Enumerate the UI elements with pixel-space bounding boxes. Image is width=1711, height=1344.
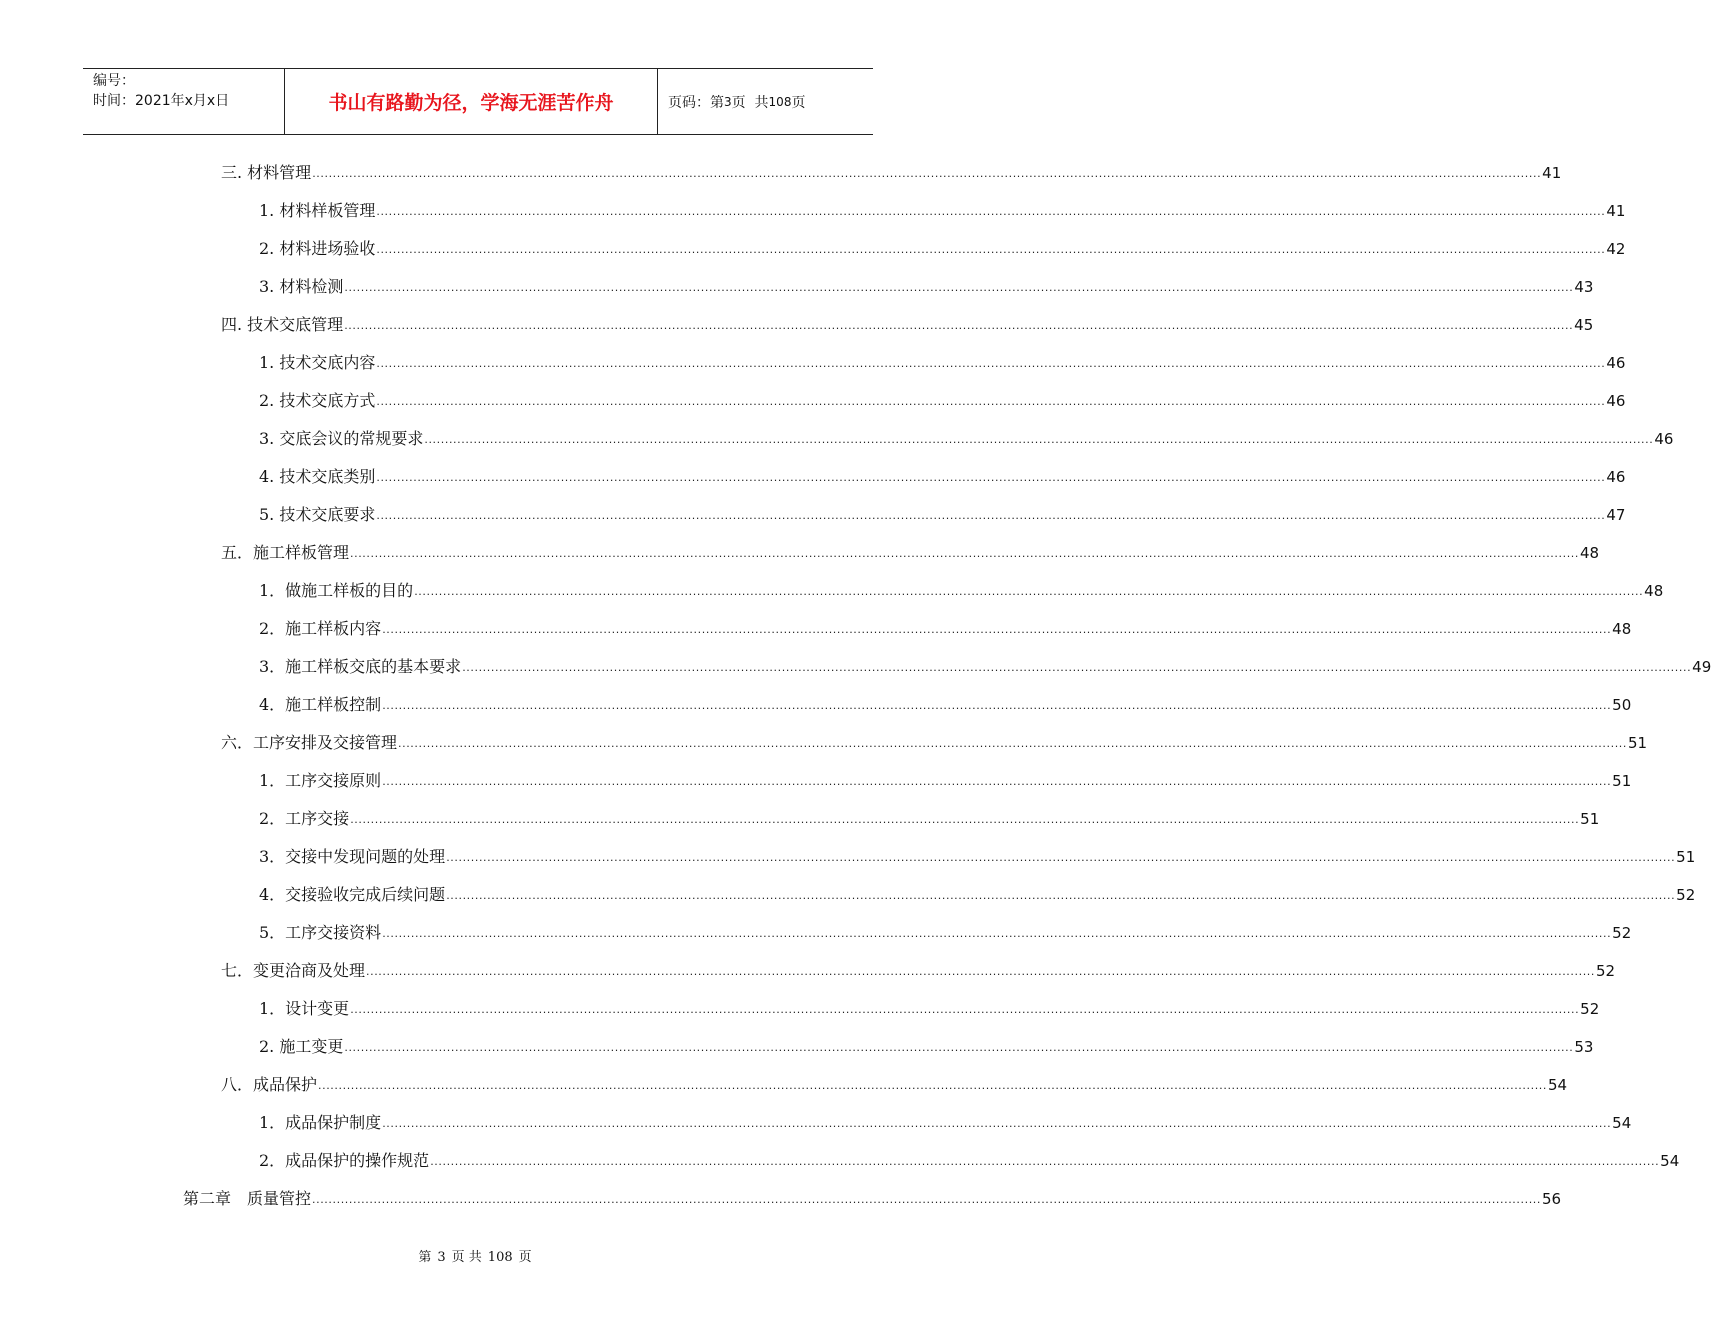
toc-dot-leader: ............................................................................................................................................................................................................................................................................................................ [446, 889, 1676, 902]
toc-dot-leader: ............................................................................................................................................................................................................................................................................................................ [382, 927, 1612, 940]
toc-entry-title: 2．施工样板内容 [259, 619, 382, 638]
footer-total: 108 [487, 1250, 513, 1265]
toc-entry-title: 4. 技术交底类别 [259, 467, 376, 486]
toc-entry-page: 52 [1612, 924, 1632, 942]
toc-entry[interactable] [259, 1150, 1680, 1172]
toc-entry-page: 48 [1580, 544, 1600, 562]
toc-entry-title: 3. 交底会议的常规要求 [259, 429, 424, 448]
toc-dot-leader: ............................................................................................................................................................................................................................................................................................................ [424, 433, 1654, 446]
toc-dot-leader: ............................................................................................................................................................................................................................................................................................................ [382, 623, 1612, 636]
toc-entry-page: 51 [1612, 772, 1632, 790]
toc-entry[interactable] [259, 694, 1632, 716]
toc-entry-page: 53 [1574, 1038, 1594, 1056]
footer-current: 3 [437, 1250, 446, 1265]
toc-entry-page: 48 [1612, 620, 1632, 638]
page-prefix: 页码：第 [668, 94, 724, 111]
toc-entry-title: 八．成品保护 [221, 1075, 318, 1094]
document-number-label: 编号： [93, 73, 135, 89]
toc-entry[interactable] [259, 352, 1626, 374]
page-current: 3 [724, 94, 732, 109]
toc-entry-title: 4．施工样板控制 [259, 695, 382, 714]
header-page-info [658, 69, 873, 134]
toc-entry-page: 52 [1580, 1000, 1600, 1018]
page-total: 108 [768, 94, 792, 109]
toc-entry[interactable] [259, 922, 1632, 944]
toc-entry[interactable] [259, 998, 1600, 1020]
toc-entry-title: 1．成品保护制度 [259, 1113, 382, 1132]
toc-entry-page: 43 [1574, 278, 1594, 296]
toc-entry[interactable] [221, 542, 1600, 564]
toc-dot-leader: ............................................................................................................................................................................................................................................................................................................ [376, 357, 1606, 370]
toc-dot-leader: ............................................................................................................................................................................................................................................................................................................ [318, 1079, 1547, 1092]
toc-dot-leader: ............................................................................................................................................................................................................................................................................................................ [312, 1193, 1541, 1206]
toc-entry[interactable] [259, 428, 1674, 450]
toc-entry[interactable] [221, 1074, 1568, 1096]
toc-entry[interactable] [221, 314, 1594, 336]
toc-entry[interactable] [221, 732, 1648, 754]
toc-entry[interactable] [259, 808, 1600, 830]
toc-entry[interactable] [221, 162, 1562, 184]
toc-dot-leader: ............................................................................................................................................................................................................................................................................................................ [398, 737, 1627, 750]
toc-dot-leader: ............................................................................................................................................................................................................................................................................................................ [382, 699, 1612, 712]
toc-entry-page: 47 [1606, 506, 1626, 524]
toc-dot-leader: ............................................................................................................................................................................................................................................................................................................ [430, 1155, 1660, 1168]
toc-entry-title: 1．设计变更 [259, 999, 350, 1018]
toc-dot-leader: ............................................................................................................................................................................................................................................................................................................ [376, 205, 1606, 218]
toc-dot-leader: ............................................................................................................................................................................................................................................................................................................ [344, 319, 1574, 332]
toc-entry[interactable] [183, 1188, 1562, 1210]
toc-entry[interactable] [259, 390, 1626, 412]
toc-entry[interactable] [259, 466, 1626, 488]
toc-entry[interactable] [259, 770, 1632, 792]
toc-dot-leader: ............................................................................................................................................................................................................................................................................................................ [376, 509, 1606, 522]
toc-entry[interactable] [259, 618, 1632, 640]
toc-dot-leader: ............................................................................................................................................................................................................................................................................................................ [382, 775, 1612, 788]
toc-dot-leader: ............................................................................................................................................................................................................................................................................................................ [462, 661, 1692, 674]
toc-entry-page: 54 [1660, 1152, 1680, 1170]
toc-entry-title: 4．交接验收完成后续问题 [259, 885, 446, 904]
toc-entry-page: 52 [1596, 962, 1616, 980]
toc-entry-page: 46 [1654, 430, 1674, 448]
toc-entry-title: 3. 材料检测 [259, 277, 344, 296]
toc-entry-page: 46 [1606, 392, 1626, 410]
toc-entry-page: 46 [1606, 354, 1626, 372]
toc-dot-leader: ............................................................................................................................................................................................................................................................................................................ [344, 281, 1574, 294]
toc-entry[interactable] [259, 1036, 1594, 1058]
toc-entry[interactable] [259, 276, 1594, 298]
toc-entry[interactable] [259, 504, 1626, 526]
toc-entry[interactable] [259, 656, 1711, 678]
toc-dot-leader: ............................................................................................................................................................................................................................................................................................................ [376, 395, 1606, 408]
toc-entry[interactable] [221, 960, 1616, 982]
toc-entry-page: 49 [1692, 658, 1711, 676]
toc-entry[interactable] [259, 200, 1626, 222]
toc-dot-leader: ............................................................................................................................................................................................................................................................................................................ [446, 851, 1676, 864]
toc-dot-leader: ............................................................................................................................................................................................................................................................................................................ [350, 1003, 1580, 1016]
toc-entry-title: 2．成品保护的操作规范 [259, 1151, 430, 1170]
toc-entry-title: 1. 材料样板管理 [259, 201, 376, 220]
toc-dot-leader: ............................................................................................................................................................................................................................................................................................................ [414, 585, 1644, 598]
toc-entry-title: 三. 材料管理 [221, 163, 312, 182]
toc-dot-leader: ............................................................................................................................................................................................................................................................................................................ [312, 167, 1542, 180]
toc-dot-leader: ............................................................................................................................................................................................................................................................................................................ [366, 965, 1595, 978]
toc-entry-title: 5. 技术交底要求 [259, 505, 376, 524]
toc-entry-page: 41 [1606, 202, 1626, 220]
toc-dot-leader: ............................................................................................................................................................................................................................................................................................................ [382, 1117, 1612, 1130]
toc-entry-title: 2．工序交接 [259, 809, 350, 828]
toc-dot-leader: ............................................................................................................................................................................................................................................................................................................ [350, 547, 1579, 560]
toc-entry-title: 2. 技术交底方式 [259, 391, 376, 410]
toc-entry-page: 41 [1542, 164, 1562, 182]
toc-entry-title: 2. 材料进场验收 [259, 239, 376, 258]
toc-dot-leader: ............................................................................................................................................................................................................................................................................................................ [376, 471, 1606, 484]
toc-entry[interactable] [259, 1112, 1632, 1134]
toc-entry-title: 3．施工样板交底的基本要求 [259, 657, 462, 676]
page-header [83, 68, 873, 135]
toc-entry-page: 56 [1542, 1190, 1562, 1208]
toc-entry[interactable] [259, 238, 1626, 260]
toc-entry-page: 46 [1606, 468, 1626, 486]
toc-entry-title: 五．施工样板管理 [221, 543, 350, 562]
toc-dot-leader: ............................................................................................................................................................................................................................................................................................................ [376, 243, 1606, 256]
footer-suffix: 页 [518, 1250, 532, 1265]
toc-entry-title: 1. 技术交底内容 [259, 353, 376, 372]
toc-dot-leader: ............................................................................................................................................................................................................................................................................................................ [344, 1041, 1574, 1054]
toc-entry-page: 51 [1628, 734, 1648, 752]
toc-entry[interactable] [259, 846, 1696, 868]
toc-dot-leader: ............................................................................................................................................................................................................................................................................................................ [350, 813, 1580, 826]
toc-entry-page: 51 [1676, 848, 1696, 866]
page-suffix: 页 [791, 94, 806, 111]
toc-entry-title: 1．做施工样板的目的 [259, 581, 414, 600]
header-motto: 书山有路勤为径，学海无涯苦作舟 [285, 69, 658, 134]
toc-entry-title: 七．变更洽商及处理 [221, 961, 366, 980]
toc-entry[interactable] [259, 884, 1696, 906]
toc-entry-page: 52 [1676, 886, 1696, 904]
toc-entry-page: 54 [1548, 1076, 1568, 1094]
toc-entry-page: 54 [1612, 1114, 1632, 1132]
page-footer [0, 1246, 950, 1265]
toc-entry-page: 48 [1644, 582, 1664, 600]
toc-entry-page: 51 [1580, 810, 1600, 828]
header-meta [83, 69, 285, 134]
footer-mid: 页 共 [451, 1250, 482, 1265]
toc-entry-page: 50 [1612, 696, 1632, 714]
toc-entry-page: 45 [1574, 316, 1594, 334]
toc-entry-title: 2. 施工变更 [259, 1037, 344, 1056]
document-time-label: 时间：2021年x月x日 [93, 93, 230, 109]
toc-entry-title: 3．交接中发现问题的处理 [259, 847, 446, 866]
toc-entry[interactable] [259, 580, 1664, 602]
toc-entry-title: 第二章 质量管控 [183, 1189, 312, 1208]
toc-entry-title: 1．工序交接原则 [259, 771, 382, 790]
page-mid: 页 共 [731, 94, 769, 111]
toc-entry-page: 42 [1606, 240, 1626, 258]
toc-entry-title: 四. 技术交底管理 [221, 315, 344, 334]
toc-entry-title: 5．工序交接资料 [259, 923, 382, 942]
footer-prefix: 第 [418, 1250, 432, 1265]
toc-entry-title: 六．工序安排及交接管理 [221, 733, 398, 752]
